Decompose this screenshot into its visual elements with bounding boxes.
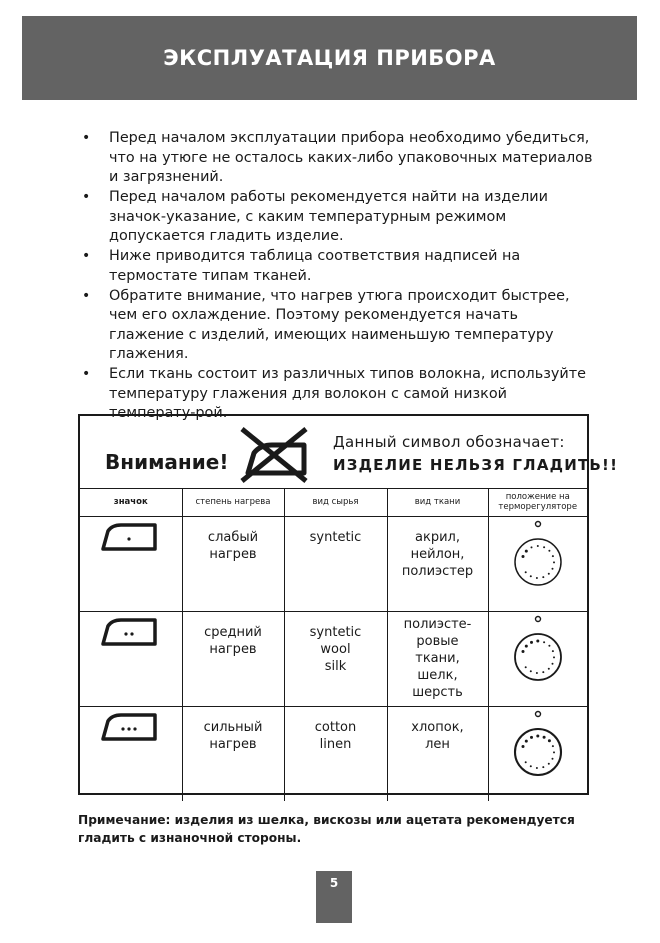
- fabric-line: нейлон,: [410, 547, 465, 562]
- column-header: вид ткани: [387, 488, 488, 517]
- table-row: [80, 517, 587, 612]
- section-header: [22, 16, 637, 100]
- instruction-item: • Ниже приводится таблица соответствия надписей на термостате типам тканей.: [82, 247, 597, 286]
- fabric-cell: [387, 612, 488, 707]
- dial-indicator: [535, 522, 540, 527]
- dial-tick: [542, 766, 544, 768]
- dial-tick: [536, 735, 539, 738]
- dial-tick: [543, 641, 545, 643]
- thermostat-dial-icon: [505, 612, 571, 688]
- material-cell: [284, 707, 387, 802]
- fabric-line: ткани,: [415, 651, 460, 666]
- dial-tick: [548, 550, 550, 552]
- instruction-item: • Если ткань состоит из различных типов волокна, используйте температуру глажения для волокон с самой низкой температу-рой.: [82, 365, 597, 424]
- thermostat-position-cell: [488, 517, 587, 612]
- warning-description: Данный символ обозначает:: [333, 433, 565, 451]
- material-cell: [284, 517, 387, 612]
- dial-tick: [530, 641, 533, 644]
- heat-level-cell: [182, 707, 284, 802]
- dial-tick: [548, 573, 550, 575]
- column-header: вид сырья: [284, 488, 387, 517]
- dial-tick: [548, 763, 550, 765]
- dial-tick: [537, 545, 539, 547]
- material-line: linen: [319, 737, 352, 752]
- dial-tick: [521, 555, 524, 558]
- heat-line: нагрев: [209, 737, 257, 752]
- thermostat-position-cell: [488, 612, 587, 707]
- column-header: степень нагрева: [182, 488, 284, 517]
- dial-tick: [524, 666, 526, 668]
- iron-dot: [130, 632, 133, 635]
- fabric-line: ровые: [416, 634, 459, 649]
- column-header: положение на терморегуляторе: [488, 488, 587, 517]
- dial-tick: [530, 736, 533, 739]
- iron-dot: [133, 727, 136, 730]
- fabric-line: лен: [425, 737, 450, 752]
- dial-tick: [536, 640, 539, 643]
- heat-line: нагрев: [209, 547, 257, 562]
- iron-symbol-cell: [80, 612, 182, 707]
- warning-message: ИЗДЕЛИЕ НЕЛЬЗЯ ГЛАДИТЬ!!: [333, 456, 619, 474]
- dial-tick: [542, 736, 545, 739]
- dial-tick: [548, 645, 550, 647]
- fabric-line: шерсть: [412, 685, 463, 700]
- material-cell: [284, 612, 387, 707]
- dial-tick: [536, 577, 538, 579]
- iron-two-dots-icon: [99, 612, 163, 648]
- dial-tick: [525, 740, 528, 743]
- section-title: ЭКСПЛУАТАЦИЯ ПРИБОРА: [163, 46, 496, 70]
- heat-line: нагрев: [209, 642, 257, 657]
- dial-indicator: [535, 617, 540, 622]
- dial-tick: [524, 761, 526, 763]
- warning-row: [80, 416, 619, 489]
- dial-tick: [536, 767, 538, 769]
- table-row: [80, 612, 587, 707]
- instruction-item: • Перед началом работы рекомендуется найти на изделии значок-указание, с каким температурным режимом допускается гладить изделие.: [82, 188, 597, 247]
- dial-tick: [553, 751, 555, 753]
- heat-level-cell: [182, 517, 284, 612]
- dial-tick: [551, 758, 553, 760]
- iron-dot: [124, 632, 127, 635]
- material-line: syntetic: [309, 625, 362, 640]
- dial-tick: [530, 765, 532, 767]
- fabric-line: полиэсте-: [403, 617, 472, 632]
- material-line: cotton: [314, 720, 357, 735]
- dial-indicator: [535, 712, 540, 717]
- dial-tick: [553, 561, 555, 563]
- instructions-list: [82, 129, 597, 424]
- iron-dot: [127, 537, 130, 540]
- dial-tick: [525, 645, 528, 648]
- iron-outline: [103, 715, 155, 739]
- fabric-line: шелк,: [417, 668, 458, 683]
- iron-dot: [127, 727, 130, 730]
- fabric-line: полиэстер: [401, 564, 474, 579]
- table-header-row: [80, 488, 587, 517]
- dial-tick: [542, 576, 544, 578]
- iron-symbol-cell: [80, 517, 182, 612]
- fabric-cell: [387, 517, 488, 612]
- page-number: 5: [316, 871, 352, 923]
- temperature-table: [80, 488, 587, 801]
- dial-tick: [551, 663, 553, 665]
- material-line: silk: [324, 659, 347, 674]
- dial-tick: [521, 745, 524, 748]
- dial-tick: [521, 650, 524, 653]
- dial-tick: [552, 555, 554, 557]
- iron-dot: [121, 727, 124, 730]
- warning-title: Внимание!: [105, 450, 229, 474]
- iron-symbol-cell: [80, 707, 182, 802]
- material-line: syntetic: [309, 530, 362, 545]
- instruction-item: • Обратите внимание, что нагрев утюга происходит быстрее, чем его охлаждение. Поэтому рекомендуется начать глажение с изделий, имеющих наименьшую температуру глажения.: [82, 287, 597, 365]
- column-header: значок: [113, 497, 148, 507]
- iron-three-dots-icon: [99, 707, 163, 743]
- iron-outline: [103, 525, 155, 549]
- dial-tick: [525, 550, 528, 553]
- dial-tick: [551, 568, 553, 570]
- heat-line: средний: [204, 625, 262, 640]
- heat-line: слабый: [207, 530, 259, 545]
- instruction-item: • Перед началом эксплуатации прибора необходимо убедиться, что на утюге не осталось каких-либо упаковочных материалов и загрязнений.: [82, 129, 597, 188]
- dial-tick: [536, 672, 538, 674]
- fabric-line: акрил,: [415, 530, 460, 545]
- dial-tick: [552, 650, 554, 652]
- dial-tick: [548, 739, 551, 742]
- fabric-line: хлопок,: [411, 720, 464, 735]
- ironing-table: [78, 414, 619, 795]
- dial-tick: [548, 668, 550, 670]
- heat-level-cell: [182, 612, 284, 707]
- dial-tick: [553, 656, 555, 658]
- thermostat-dial-icon: [505, 517, 571, 593]
- thermostat-dial-icon: [505, 707, 571, 783]
- dial-tick: [530, 546, 532, 548]
- dial-tick: [530, 670, 532, 672]
- material-line: wool: [320, 642, 351, 657]
- dial-tick: [543, 546, 545, 548]
- no-ironing-icon: [238, 425, 310, 485]
- thermostat-position-cell: [488, 707, 587, 802]
- heat-line: сильный: [203, 720, 263, 735]
- dial-tick: [530, 575, 532, 577]
- table-row: [80, 707, 587, 802]
- fabric-cell: [387, 707, 488, 802]
- dial-tick: [552, 745, 554, 747]
- iron-outline: [103, 620, 155, 644]
- dial-tick: [524, 571, 526, 573]
- dial-tick: [542, 671, 544, 673]
- iron-one-dot-icon: [99, 517, 163, 553]
- footnote: Примечание: изделия из шелка, вискозы или ацетата рекомендуется гладить с изнаночной стороны.: [78, 813, 575, 845]
